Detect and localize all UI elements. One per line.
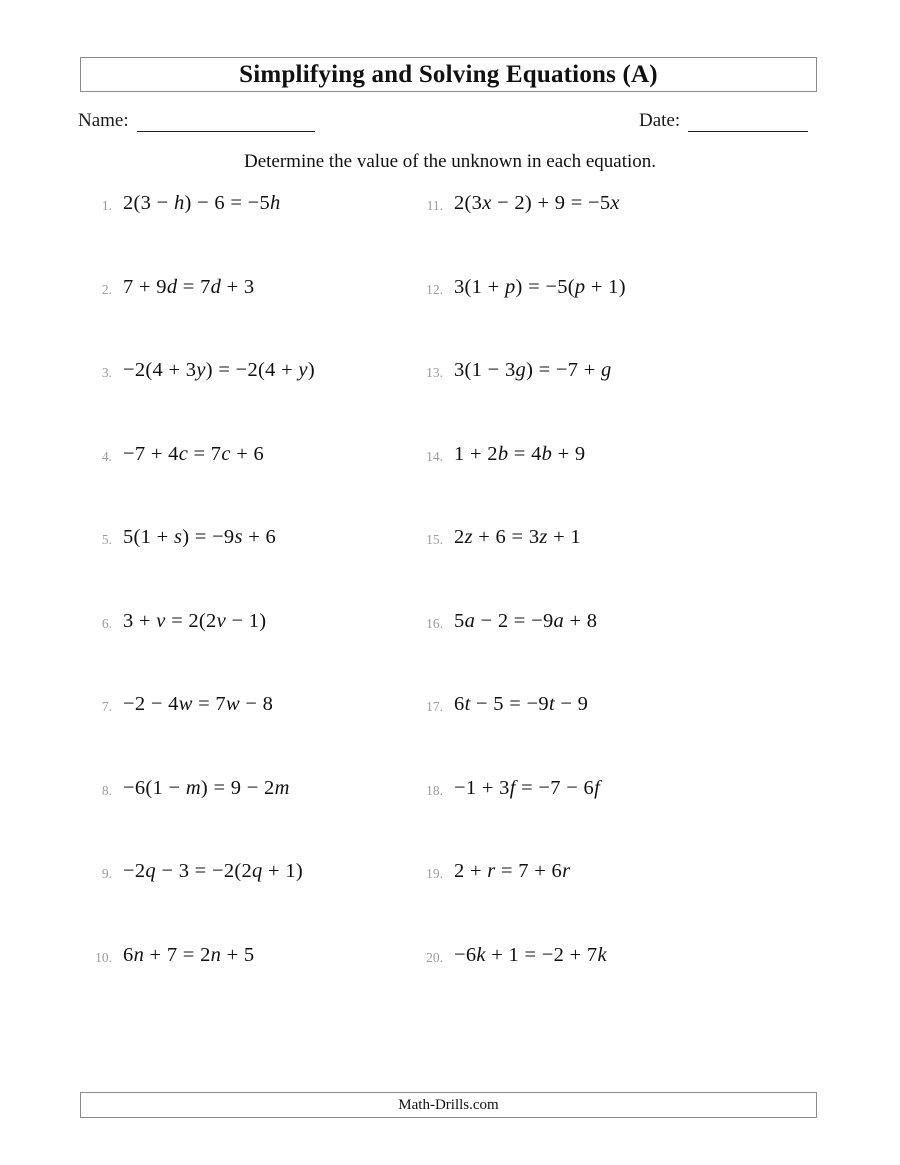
footer-site-label: Math-Drills.com	[398, 1096, 499, 1113]
problem-number: 11.	[426, 198, 443, 213]
problem-item	[411, 359, 818, 443]
name-label: Name:	[78, 110, 129, 131]
equation: −6(1 − m) = 9 − 2m	[123, 776, 290, 799]
worksheet-title-box	[80, 57, 817, 92]
problem-number: 14.	[426, 448, 443, 464]
problem-number: 19.	[426, 866, 443, 881]
equation: 3 + v = 2(2v − 1)	[123, 609, 267, 632]
problem-number: 2.	[101, 281, 112, 297]
name-write-line	[137, 110, 315, 132]
equation: 3(1 + p) = −5(p + 1)	[454, 275, 626, 298]
problem-item	[411, 777, 818, 861]
problems-grid	[80, 192, 818, 1027]
problem-item	[411, 693, 818, 777]
problem-item	[411, 610, 818, 694]
date-write-line	[688, 110, 808, 132]
problem-item	[411, 526, 818, 610]
problem-number: 20.	[426, 949, 443, 965]
equation: 2z + 6 = 3z + 1	[454, 526, 581, 548]
equation: 5a − 2 = −9a + 8	[454, 609, 598, 632]
equation: 6t − 5 = −9t − 9	[454, 693, 589, 715]
equation: −2 − 4w = 7w − 8	[123, 693, 274, 715]
problem-item	[80, 610, 411, 694]
equation: 2(3 − h) − 6 = −5h	[123, 192, 281, 214]
equation: 2(3x − 2) + 9 = −5x	[454, 192, 620, 214]
instruction-text: Determine the value of the unknown in each equation.	[243, 151, 657, 172]
problem-item	[411, 944, 818, 1028]
problem-item	[411, 276, 818, 360]
footer-box	[80, 1092, 817, 1118]
problem-number: 17.	[426, 699, 443, 714]
problem-item	[411, 443, 818, 527]
problem-item	[80, 359, 411, 443]
problem-item	[80, 860, 411, 944]
problem-item	[80, 192, 411, 276]
problem-number: 6.	[101, 615, 112, 631]
equation: −1 + 3f = −7 − 6f	[454, 776, 601, 799]
problems-column-right	[411, 192, 818, 1027]
equation: 6n + 7 = 2n + 5	[123, 943, 255, 966]
problem-number: 7.	[101, 699, 112, 714]
equation: 2 + r = 7 + 6r	[454, 860, 571, 882]
problem-number: 5.	[101, 532, 112, 547]
problem-number: 8.	[101, 782, 112, 798]
problem-item	[80, 443, 411, 527]
problem-item	[80, 526, 411, 610]
equation: 3(1 − 3g) = −7 + g	[454, 359, 612, 381]
equation: −7 + 4c = 7c + 6	[123, 442, 265, 465]
problems-column-left	[80, 192, 411, 1027]
problem-number: 15.	[426, 532, 443, 547]
equation: 5(1 + s) = −9s + 6	[123, 526, 277, 548]
problem-number: 4.	[101, 448, 112, 464]
problem-number: 13.	[426, 365, 443, 380]
problem-number: 3.	[101, 365, 112, 380]
problem-item	[411, 192, 818, 276]
problem-number: 12.	[426, 281, 443, 297]
problem-item	[80, 693, 411, 777]
equation: −2(4 + 3y) = −2(4 + y)	[123, 359, 315, 381]
name-field-group	[78, 110, 315, 132]
equation: −2q − 3 = −2(2q + 1)	[123, 860, 303, 882]
problem-item	[411, 860, 818, 944]
page-title: Simplifying and Solving Equations (A)	[239, 60, 658, 88]
equation: −6k + 1 = −2 + 7k	[454, 943, 607, 966]
problem-number: 16.	[426, 615, 443, 631]
date-field-group	[639, 110, 808, 132]
equation: 7 + 9d = 7d + 3	[123, 275, 255, 298]
problem-number: 18.	[426, 782, 443, 798]
equation: 1 + 2b = 4b + 9	[454, 442, 586, 465]
problem-item	[80, 276, 411, 360]
problem-number: 10.	[95, 949, 112, 965]
problem-item	[80, 777, 411, 861]
problem-number: 1.	[101, 198, 112, 213]
problem-number: 9.	[101, 866, 112, 881]
problem-item	[80, 944, 411, 1028]
date-label: Date:	[639, 110, 681, 131]
